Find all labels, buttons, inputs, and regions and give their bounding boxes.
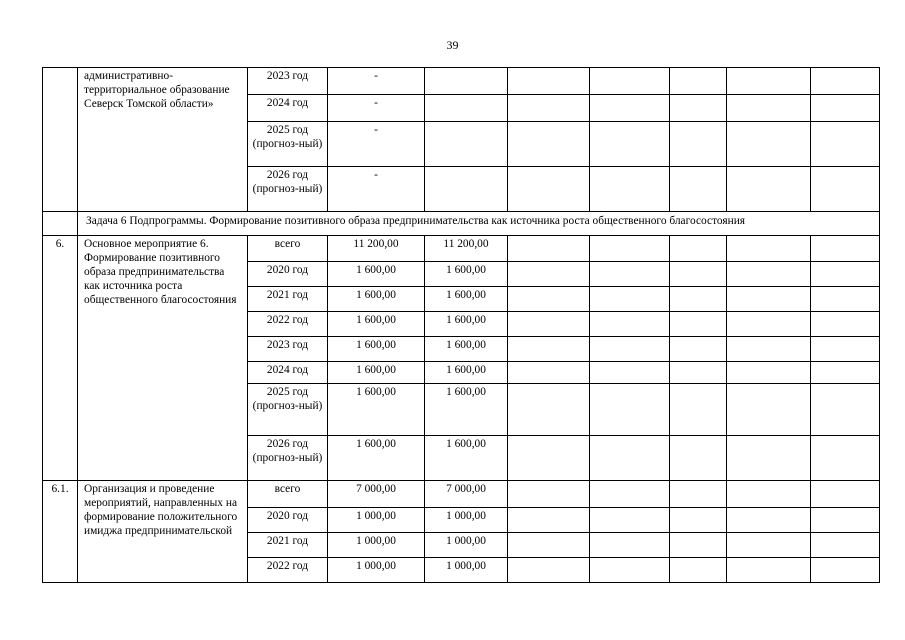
- activity-name-cell: Основное мероприятие 6. Формирование позитивного образа предпринимательства как источника роста общественного благосостояния: [78, 236, 248, 481]
- task-row: [43, 212, 880, 236]
- total-cell: -: [328, 167, 425, 212]
- year-cell: 2022 год: [248, 558, 328, 583]
- budget-cell: 1 000,00: [425, 533, 508, 558]
- row-number-cell: [43, 68, 78, 212]
- year-cell: 2026 год (прогноз-ный): [248, 167, 328, 212]
- year-cell: 2023 год: [248, 337, 328, 362]
- total-cell: -: [328, 68, 425, 95]
- budget-table: [42, 67, 880, 583]
- year-cell: 2025 год (прогноз-ный): [248, 384, 328, 436]
- year-cell: 2020 год: [248, 262, 328, 287]
- budget-cell: 1 000,00: [425, 508, 508, 533]
- year-cell: 2021 год: [248, 533, 328, 558]
- budget-cell: 1 600,00: [425, 362, 508, 384]
- total-cell: -: [328, 95, 425, 122]
- year-cell: 2020 год: [248, 508, 328, 533]
- year-cell: 2025 год (прогноз-ный): [248, 122, 328, 167]
- activity-name-cell: Организация и проведение мероприятий, направленных на формирование положительного имиджа предпринимательской: [78, 481, 248, 583]
- table-row: [43, 68, 880, 95]
- total-cell: 7 000,00: [328, 481, 425, 508]
- total-cell: 1 000,00: [328, 533, 425, 558]
- budget-cell: 1 000,00: [425, 558, 508, 583]
- total-cell: 1 000,00: [328, 558, 425, 583]
- total-cell: 1 600,00: [328, 337, 425, 362]
- year-cell: 2024 год: [248, 95, 328, 122]
- year-cell: 2023 год: [248, 68, 328, 95]
- year-cell: 2024 год: [248, 362, 328, 384]
- year-cell: 2021 год: [248, 287, 328, 312]
- page-number: 39: [446, 38, 459, 52]
- total-cell: 1 000,00: [328, 508, 425, 533]
- year-cell: всего: [248, 481, 328, 508]
- table-row: [43, 236, 880, 262]
- year-cell: 2026 год (прогноз-ный): [248, 436, 328, 481]
- total-cell: 11 200,00: [328, 236, 425, 262]
- total-cell: 1 600,00: [328, 312, 425, 337]
- budget-cell: 11 200,00: [425, 236, 508, 262]
- total-cell: 1 600,00: [328, 287, 425, 312]
- row-number: 6.1.: [43, 481, 78, 583]
- budget-cell: 1 600,00: [425, 337, 508, 362]
- year-cell: 2022 год: [248, 312, 328, 337]
- activity-name-cell: административно-территориальное образование Северск Томской области»: [78, 68, 248, 212]
- budget-cell: 7 000,00: [425, 481, 508, 508]
- row-number: 6.: [43, 236, 78, 481]
- budget-cell: 1 600,00: [425, 436, 508, 481]
- year-cell: всего: [248, 236, 328, 262]
- total-cell: -: [328, 122, 425, 167]
- task-title: Задача 6 Подпрограммы. Формирование позитивного образа предпринимательства как источника роста общественного благосостояния: [78, 212, 880, 236]
- total-cell: 1 600,00: [328, 362, 425, 384]
- total-cell: 1 600,00: [328, 262, 425, 287]
- table-row: [43, 481, 880, 508]
- budget-cell: 1 600,00: [425, 287, 508, 312]
- total-cell: 1 600,00: [328, 384, 425, 436]
- budget-cell: 1 600,00: [425, 384, 508, 436]
- budget-cell: 1 600,00: [425, 262, 508, 287]
- budget-cell: 1 600,00: [425, 312, 508, 337]
- total-cell: 1 600,00: [328, 436, 425, 481]
